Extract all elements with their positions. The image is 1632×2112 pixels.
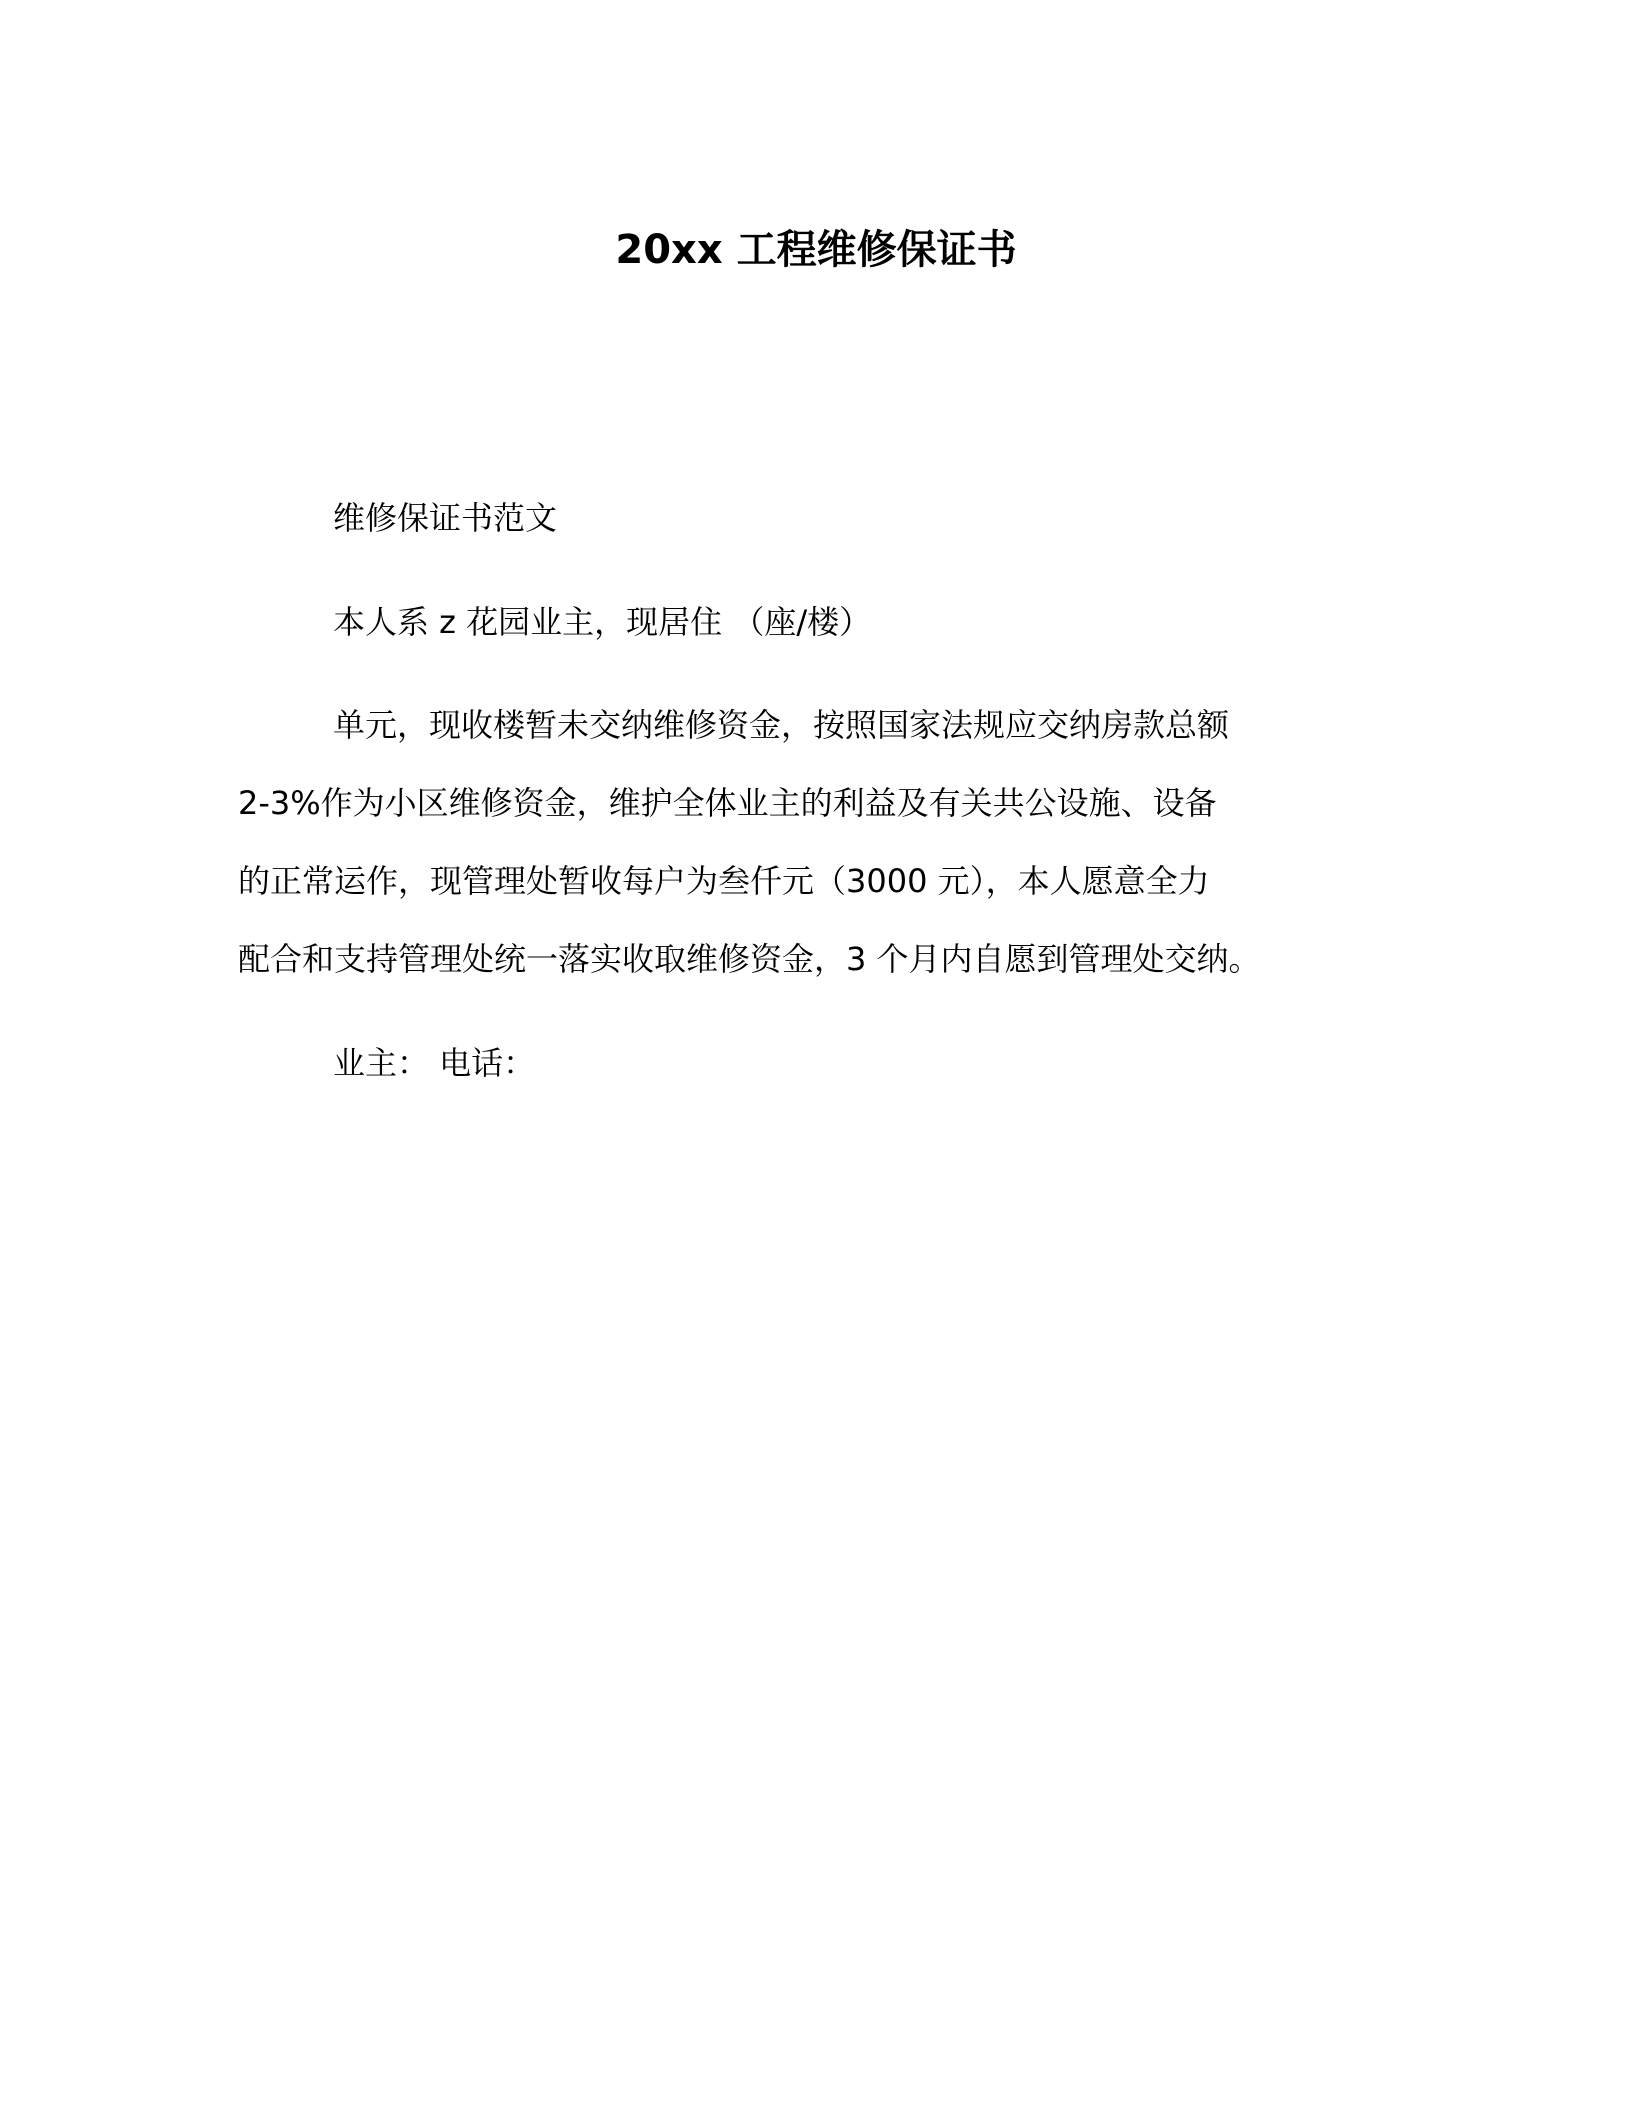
body-line-4: 配合和支持管理处统一落实收取维修资金，3 个月内自愿到管理处交纳。 <box>238 940 1261 978</box>
body-line-1: 单元，现收楼暂未交纳维修资金，按照国家法规应交纳房款总额 <box>333 706 1230 744</box>
document-subtitle: 维修保证书范文 <box>333 499 558 537</box>
body-line-2: 2-3%作为小区维修资金，维护全体业主的利益及有关共公设施、设备 <box>238 784 1217 822</box>
intro-line: 本人系 z 花园业主，现居住 （座/楼） <box>333 603 872 641</box>
document-title: 20xx 工程维修保证书 <box>615 227 1017 273</box>
body-line-3: 的正常运作，现管理处暂收每户为叁仟元（3000 元），本人愿意全力 <box>238 862 1210 900</box>
signature-line: 业主： 电话： <box>333 1044 536 1082</box>
